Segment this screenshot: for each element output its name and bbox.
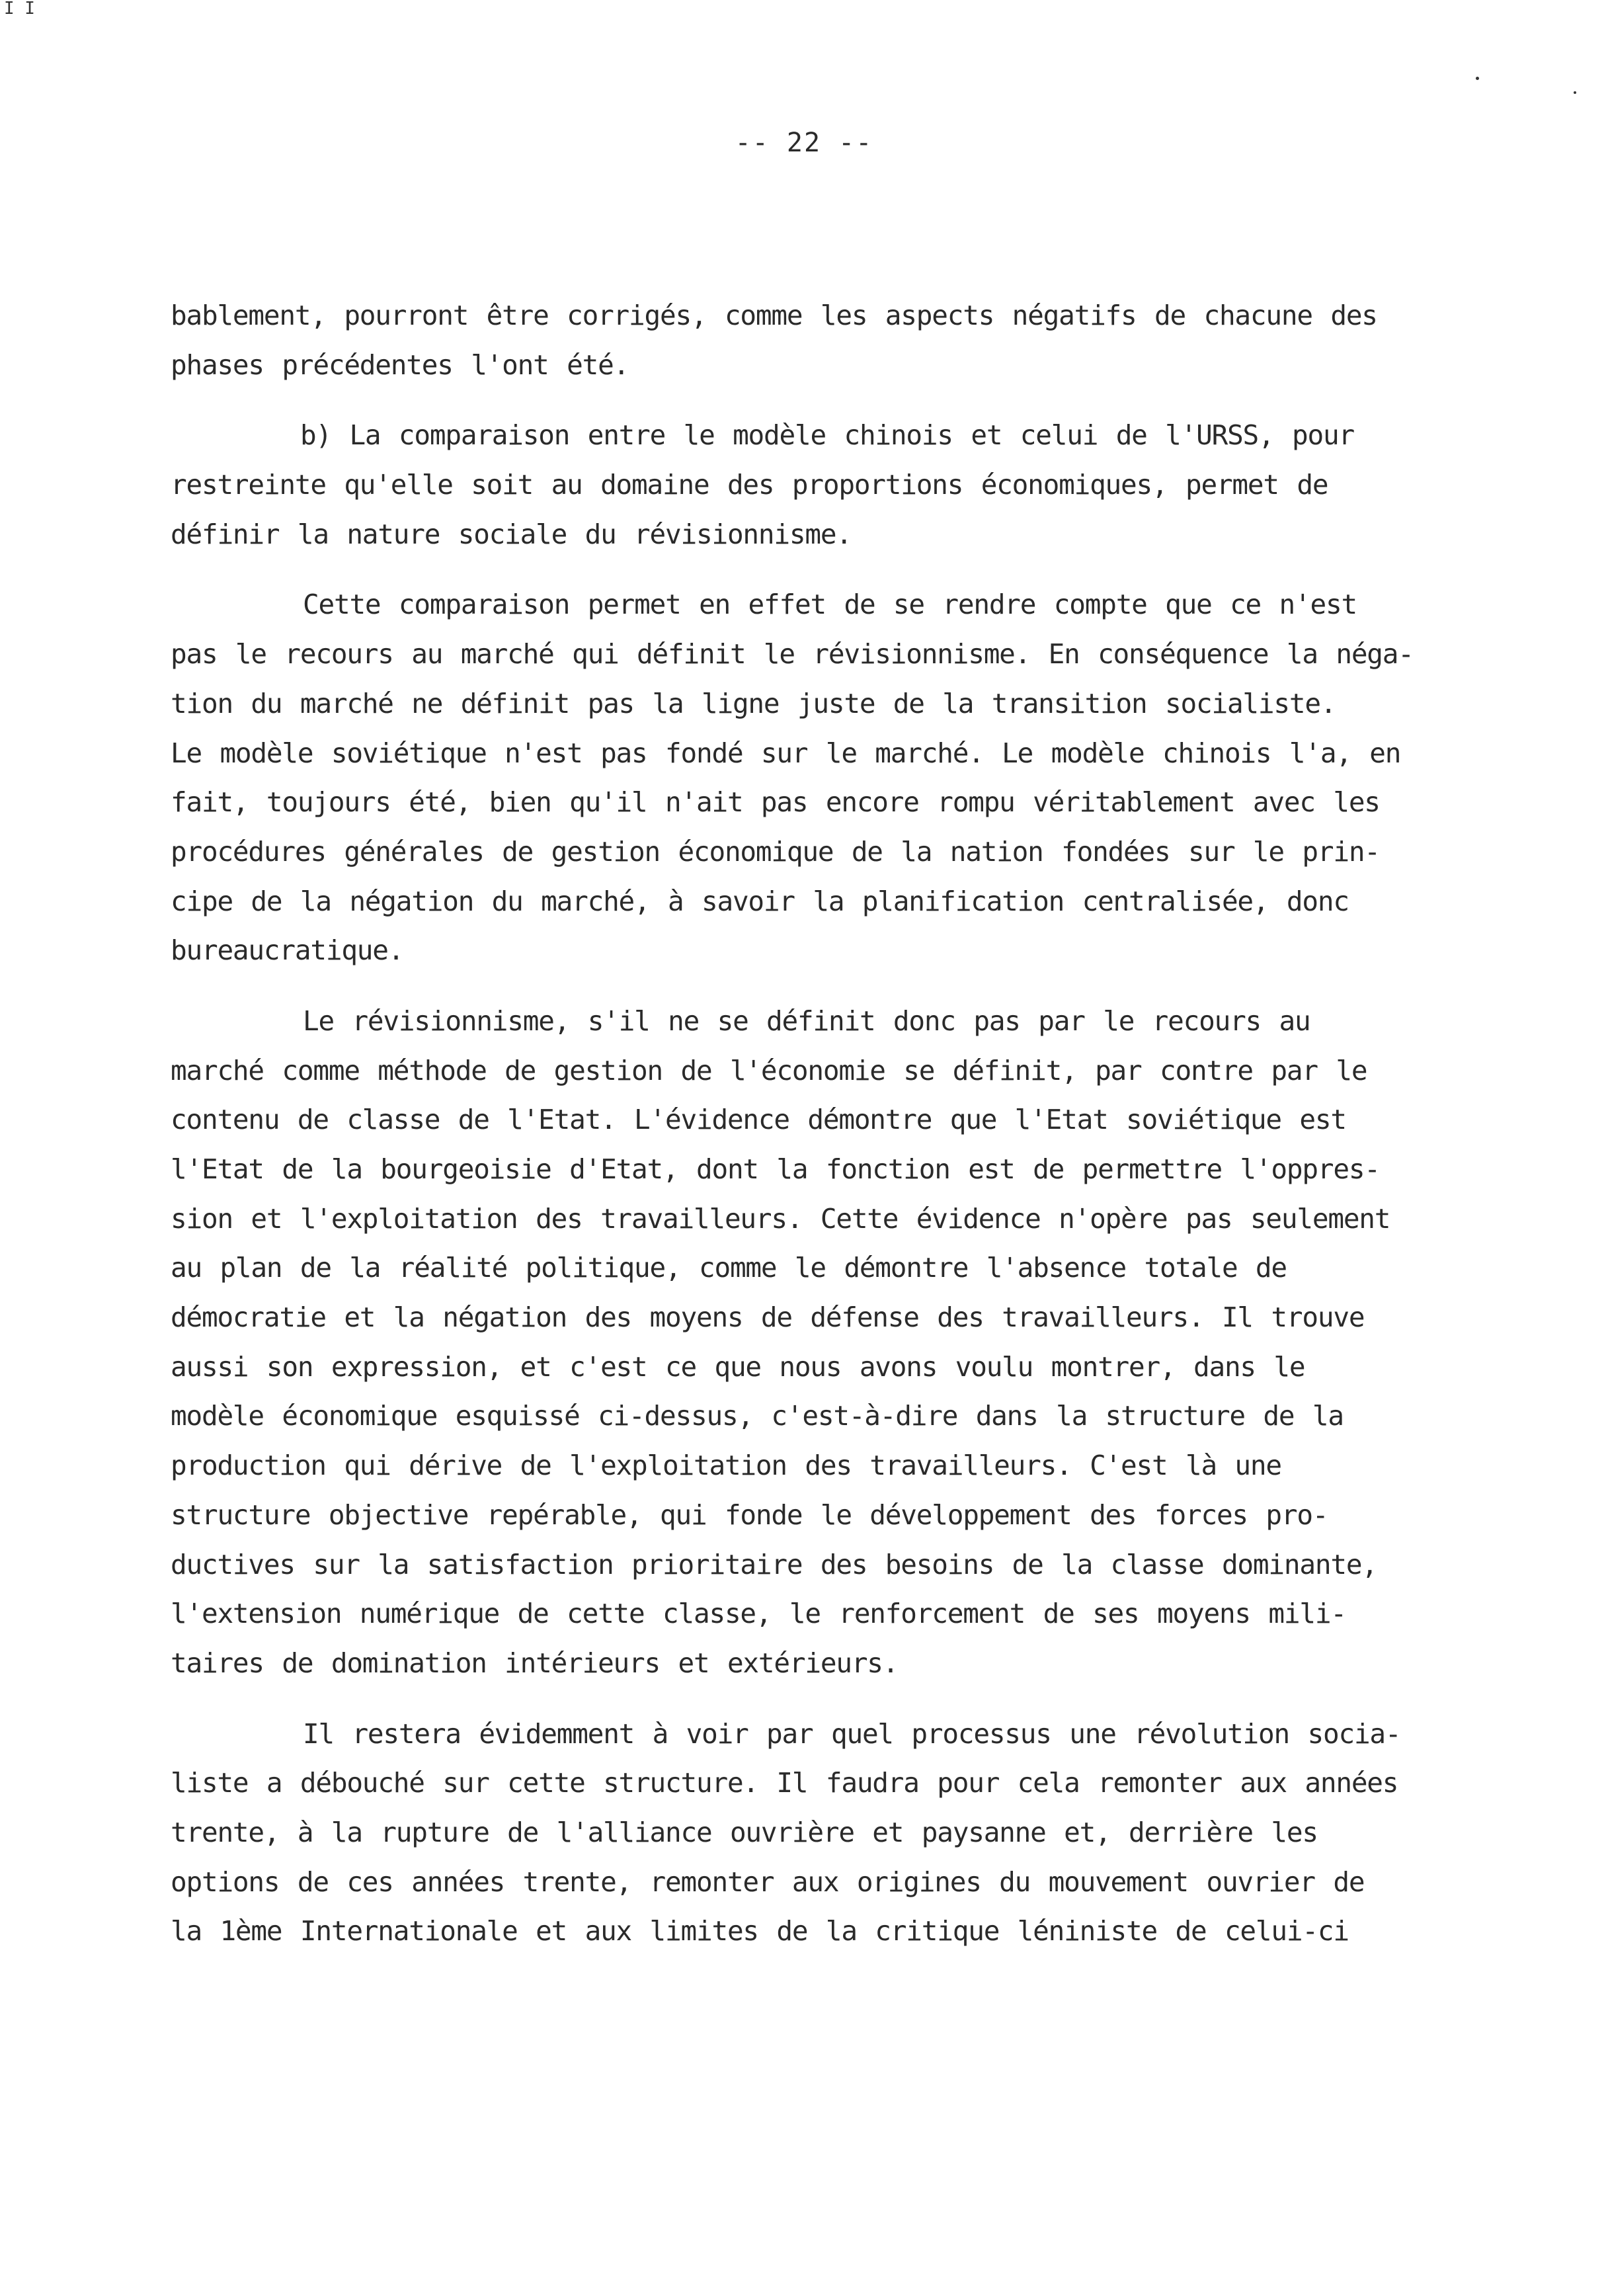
text-line: tion du marché ne définit pas la ligne juste de la transition socialiste. (171, 687, 1336, 719)
text-line: phases précédentes l'ont été. (171, 348, 629, 381)
speck-mark (1574, 91, 1576, 94)
text-line: cipe de la négation du marché, à savoir la planification centralisée, donc (171, 885, 1349, 917)
text-line: pas le recours au marché qui définit le révisionnisme. En conséquence la néga- (171, 638, 1414, 671)
corner-mark: I I (4, 0, 35, 19)
text-line: Il restera évidemment à voir par quel processus une révolution socia- (303, 1717, 1401, 1750)
text-line: contenu de classe de l'Etat. L'évidence démontre que l'Etat soviétique est (171, 1104, 1346, 1136)
text-line: bablement, pourront être corrigés, comme les aspects négatifs de chacune des (171, 300, 1377, 331)
speck-mark (1476, 77, 1479, 80)
text-line: Cette comparaison permet en effet de se rendre compte que ce n'est (303, 589, 1357, 621)
text-line: structure objective repérable, qui fonde le développement des forces pro- (171, 1498, 1328, 1531)
text-line: production qui dérive de l'exploitation des travailleurs. C'est là une (171, 1450, 1281, 1482)
text-line: bureaucratique. (171, 934, 404, 967)
text-line: procédures générales de gestion économique de la nation fondées sur le prin- (171, 835, 1380, 868)
text-line: l'Etat de la bourgeoisie d'Etat, dont la fonction est de permettre l'oppres- (171, 1153, 1380, 1185)
text-line: trente, à la rupture de l'alliance ouvrière et paysanne et, derrière les (171, 1816, 1318, 1848)
text-line: définir la nature sociale du révisionnisme. (171, 518, 852, 550)
paragraph-2 (171, 411, 1440, 559)
text-line: ductives sur la satisfaction prioritaire des besoins de la classe dominante, (171, 1548, 1377, 1580)
text-line: sion et l'exploitation des travailleurs. Cette évidence n'opère pas seulement (171, 1202, 1390, 1235)
text-line: démocratie et la négation des moyens de défense des travailleurs. Il trouve (171, 1301, 1365, 1334)
paragraph-5 (171, 1709, 1440, 1956)
text-line: restreinte qu'elle soit au domaine des proportions économiques, permet de (171, 469, 1328, 501)
text-line: liste a débouché sur cette structure. Il faudra pour cela remonter aux années (171, 1767, 1398, 1799)
body-text (171, 291, 1440, 1956)
text-line: b) La comparaison entre le modèle chinois et celui de l'URSS, pour (300, 419, 1354, 452)
text-line: marché comme méthode de gestion de l'économie se définit, par contre par le (171, 1054, 1367, 1086)
text-line: options de ces années trente, remonter aux origines du mouvement ouvrier de (171, 1866, 1365, 1898)
text-line: Le modèle soviétique n'est pas fondé sur le marché. Le modèle chinois l'a, en (171, 737, 1401, 769)
text-line: au plan de la réalité politique, comme le démontre l'absence totale de (171, 1252, 1287, 1284)
paragraph-1 (171, 291, 1440, 390)
text-line: modèle économique esquissé ci-dessus, c'est-à-dire dans la structure de la (171, 1400, 1344, 1432)
page-number: -- 22 -- (735, 128, 873, 158)
paragraph-4 (171, 997, 1440, 1688)
text-line: fait, toujours été, bien qu'il n'ait pas encore rompu véritablement avec les (171, 786, 1380, 819)
paragraph-3 (171, 580, 1440, 975)
text-line: Le révisionnisme, s'il ne se définit donc pas par le recours au (303, 1004, 1310, 1037)
text-line: aussi son expression, et c'est ce que nous avons voulu montrer, dans le (171, 1350, 1305, 1383)
text-line: l'extension numérique de cette classe, le renforcement de ses moyens mili- (171, 1598, 1346, 1630)
text-line: la 1ème Internationale et aux limites de la critique léniniste de celui-ci (171, 1915, 1349, 1948)
text-line: taires de domination intérieurs et extérieurs. (171, 1647, 899, 1679)
